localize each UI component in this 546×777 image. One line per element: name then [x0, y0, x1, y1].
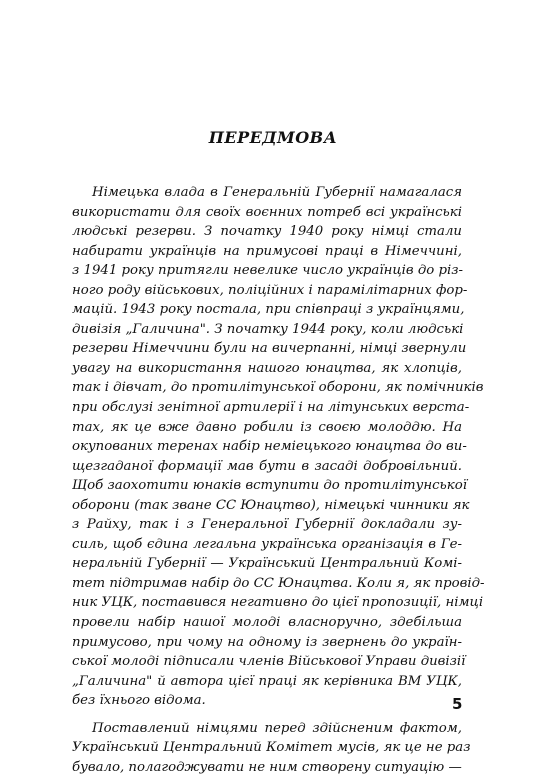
text-line: примусово, при чому на одному із звернень до україн-	[72, 634, 462, 650]
page-title: ПЕРЕДМОВА	[208, 128, 338, 147]
body-text	[72, 183, 485, 777]
page-number: 5	[452, 695, 463, 713]
text-line: з 1941 року притягли невелике число українців до різ-	[72, 263, 464, 279]
text-line: дивізія „Галичина". З початку 1944 року, коли людські	[72, 321, 464, 337]
text-line: оборони (так зване СС Юнацтво), німецькі чинники як	[72, 497, 470, 513]
text-line: Щоб заохотити юнаків вступити до протилітунської	[72, 478, 467, 494]
text-line: без їхнього відома.	[72, 693, 206, 709]
paragraph	[72, 719, 471, 777]
text-line: використати для своїх воєнних потреб всі українські	[72, 204, 462, 220]
text-line: тет підтримав набір до СС Юнацтва. Коли я, як провід-	[72, 575, 485, 591]
paragraph	[72, 183, 485, 711]
text-line: Німецька влада в Генеральній Губернії намагалася	[92, 185, 462, 200]
text-line: ник УЦК, поставився негативно до цієї пропозиції, німці	[72, 595, 484, 611]
text-line: резерви Німеччини були на вичерпанні, німці звернули	[72, 341, 467, 357]
text-line: окупованих теренах набір неміецького юнацтва до ви-	[72, 439, 467, 455]
text-line: силь, щоб єдина легальна українська організація в Ге-	[72, 536, 462, 552]
text-line: людські резерви. З початку 1940 року німці стали	[72, 224, 462, 240]
paragraph-gap	[72, 711, 462, 719]
text-line: ного роду військових, поліційних і парамілітарних фор-	[72, 282, 468, 298]
text-line: бувало, полагоджувати не ним створену ситуацію —	[72, 759, 462, 775]
text-line: набирати українців на примусові праці в Німеччині,	[72, 243, 462, 259]
text-line: „Галичина" й автора цієї праці як керівника ВМ УЦК,	[72, 673, 462, 689]
text-line: Український Центральний Комітет мусів, як це не раз	[72, 740, 471, 756]
text-line: провели набір нашої молоді власноручно, здебільша	[72, 615, 462, 631]
text-line: неральній Губернії — Український Центральний Комі-	[72, 556, 462, 572]
text-line: при обслузі зенітної артилерії і на літунських верста-	[72, 400, 470, 416]
text-line: з Райху, так і з Генеральної Губернії докладали зу-	[72, 517, 462, 533]
text-line: тах, як це вже давно робили із своєю молоддю. На	[72, 419, 462, 435]
text-line: увагу на використання нашого юнацтва, як хлопців,	[72, 360, 462, 376]
text-line: так і дівчат, до протилітунської оборони, як помічників	[72, 380, 484, 396]
text-line: мацій. 1943 року постала, при співпраці з українцями,	[72, 302, 465, 318]
text-line: Поставлений німцями перед здійсненим фактом,	[92, 720, 462, 736]
text-line: ської молоді підписали членів Військової Управи дивізії	[72, 654, 466, 670]
text-line: щезгаданої формації мав бути в засаді добровільний.	[72, 458, 462, 474]
